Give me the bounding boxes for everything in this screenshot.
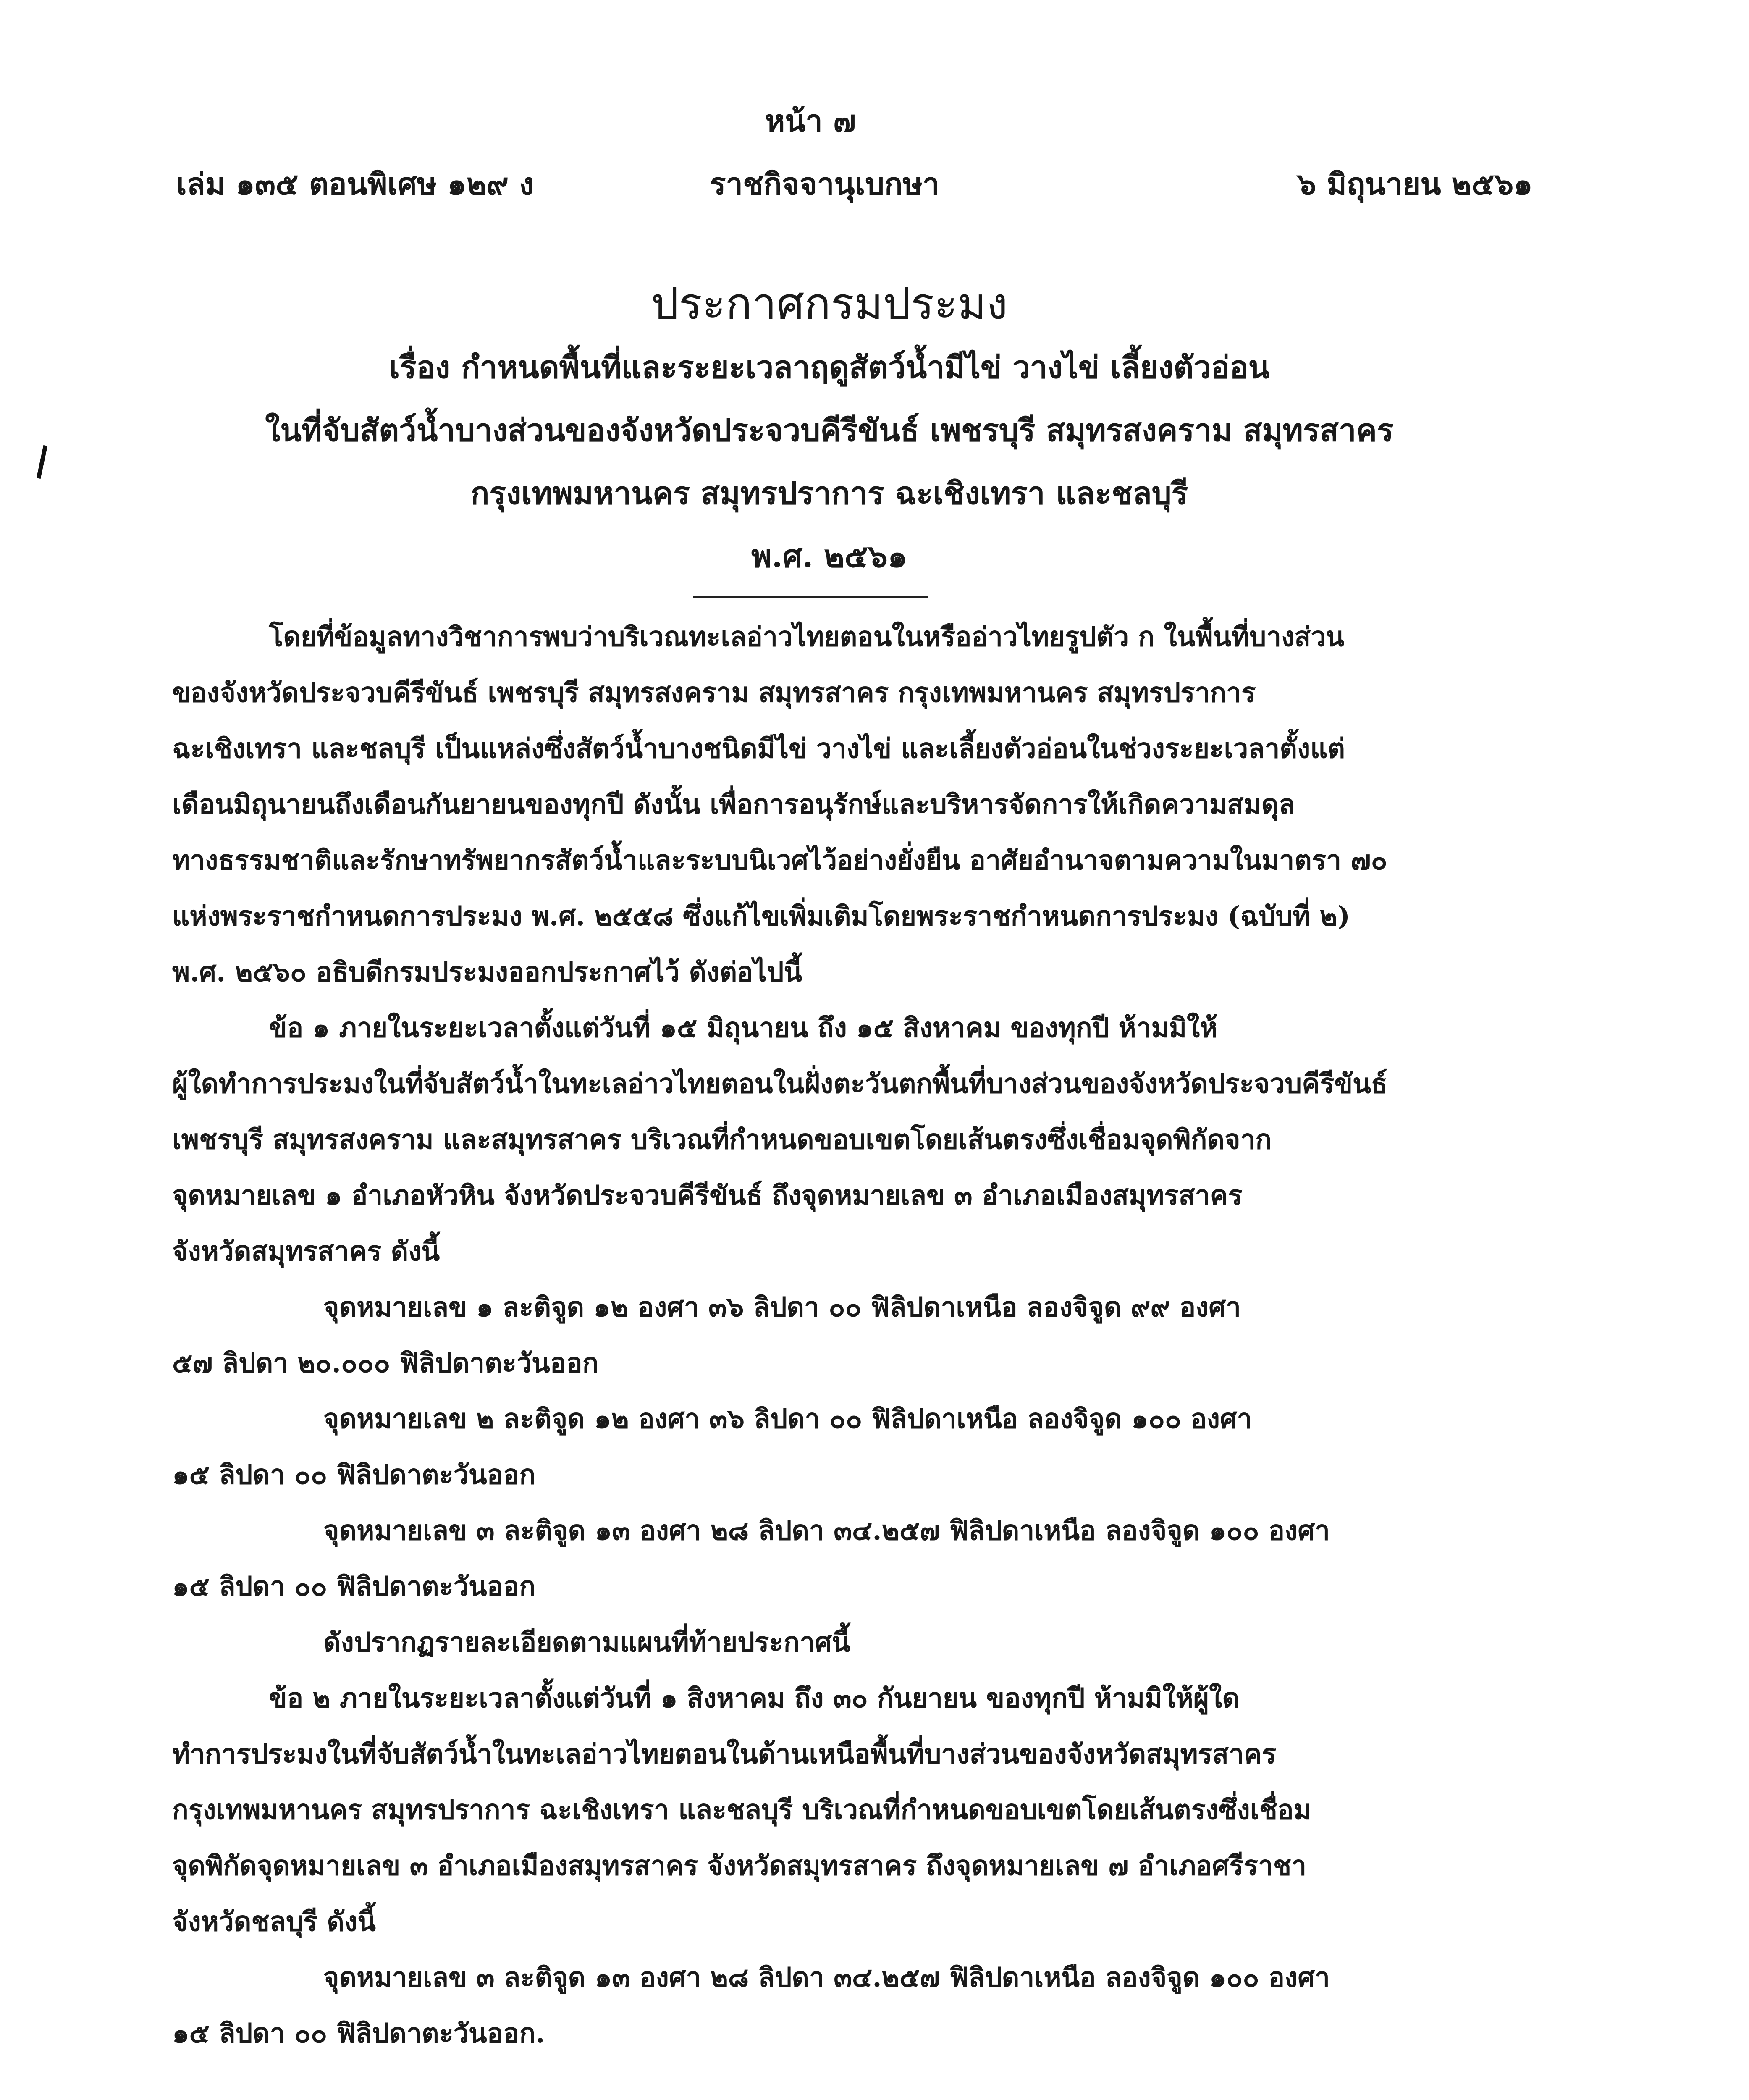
announcement-title: ประกาศกรมประมง [651, 278, 1008, 329]
body-line: จังหวัดสมุทรสาคร ดังนี้ [172, 1236, 440, 1267]
subject-line: กรุงเทพมหานคร สมุทรปราการ ฉะเชิงเทรา และชลบุรี [470, 475, 1188, 512]
body-line: โดยที่ข้อมูลทางวิชาการพบว่าบริเวณทะเลอ่าวไทยตอนในหรืออ่าวไทยรูปตัว ก ในพื้นที่บางส่วน [269, 621, 1345, 653]
body-line: จุดหมายเลข ๓ ละติจูด ๑๓ องศา ๒๘ ลิปดา ๓๔.๒๕๗ ฟิลิปดาเหนือ ลองจิจูด ๑๐๐ องศา [323, 1962, 1330, 1993]
subject-line: เรื่อง กำหนดพื้นที่และระยะเวลาฤดูสัตว์น้ำมีไข่ วางไข่ เลี้ยงตัวอ่อน [389, 349, 1270, 386]
announcement-subject [0, 336, 1659, 588]
body-line: ของจังหวัดประจวบคีรีขันธ์ เพชรบุรี สมุทรสงคราม สมุทรสาคร กรุงเทพมหานคร สมุทรปราการ [172, 677, 1256, 709]
title-divider [693, 596, 928, 598]
subject-line: ในที่จับสัตว์น้ำบางส่วนของจังหวัดประจวบคีรีขันธ์ เพชรบุรี สมุทรสงคราม สมุทรสาคร [265, 412, 1394, 449]
page-number: หน้า ๗ [765, 103, 856, 139]
body-line: จุดหมายเลข ๒ ละติจูด ๑๒ องศา ๓๖ ลิปดา ๐๐ ฟิลิปดาเหนือ ลองจิจูด ๑๐๐ องศา [323, 1403, 1252, 1435]
publication-date: ๖ มิถุนายน ๒๕๖๑ [1297, 166, 1533, 202]
body-line: จังหวัดชลบุรี ดังนี้ [172, 1906, 376, 1937]
body-line: ฉะเชิงเทรา และชลบุรี เป็นแหล่งซึ่งสัตว์น้ำบางชนิดมีไข่ วางไข่ และเลี้ยงตัวอ่อนในช่วงระยะเวลาตั้งแต่ [172, 733, 1345, 764]
body-line: ทำการประมงในที่จับสัตว์น้ำในทะเลอ่าวไทยตอนในด้านเหนือพื้นที่บางส่วนของจังหวัดสมุทรสาคร [172, 1738, 1277, 1770]
body-line: ผู้ใดทำการประมงในที่จับสัตว์น้ำในทะเลอ่าวไทยตอนในฝั่งตะวันตกพื้นที่บางส่วนของจังหวัดประจวบคีรีขันธ์ [172, 1068, 1387, 1100]
body-line: จุดพิกัดจุดหมายเลข ๓ อำเภอเมืองสมุทรสาคร จังหวัดสมุทรสาคร ถึงจุดหมายเลข ๗ อำเภอศรีราชา [172, 1850, 1307, 1882]
body-line: ๑๕ ลิปดา ๐๐ ฟิลิปดาตะวันออก [172, 1459, 536, 1491]
body-line: จุดหมายเลข ๓ ละติจูด ๑๓ องศา ๒๘ ลิปดา ๓๔.๒๕๗ ฟิลิปดาเหนือ ลองจิจูด ๑๐๐ องศา [323, 1515, 1330, 1546]
body-line: จุดหมายเลข ๑ ละติจูด ๑๒ องศา ๓๖ ลิปดา ๐๐ ฟิลิปดาเหนือ ลองจิจูด ๙๙ องศา [323, 1292, 1241, 1323]
publication-name: ราชกิจจานุเบกษา [710, 166, 940, 202]
body-line: เพชรบุรี สมุทรสงคราม และสมุทรสาคร บริเวณที่กำหนดขอบเขตโดยเส้นตรงซึ่งเชื่อมจุดพิกัดจาก [172, 1124, 1272, 1155]
body-line: ข้อ ๑ ภายในระยะเวลาตั้งแต่วันที่ ๑๕ มิถุนายน ถึง ๑๕ สิงหาคม ของทุกปี ห้ามมิให้ [269, 1012, 1218, 1044]
body-line: ข้อ ๒ ภายในระยะเวลาตั้งแต่วันที่ ๑ สิงหาคม ถึง ๓๐ กันยายน ของทุกปี ห้ามมิให้ผู้ใด [269, 1683, 1240, 1714]
body-line: ทางธรรมชาติและรักษาทรัพยากรสัตว์น้ำและระบบนิเวศไว้อย่างยั่งยืน อาศัยอำนาจตามความในมาตรา ๗๐ [172, 845, 1387, 876]
body-line: เดือนมิถุนายนถึงเดือนกันยายนของทุกปี ดังนั้น เพื่อการอนุรักษ์และบริหารจัดการให้เกิดความสมดุล [172, 789, 1295, 820]
body-line: ๑๕ ลิปดา ๐๐ ฟิลิปดาตะวันออก [172, 1571, 536, 1602]
announcement-body [172, 609, 1554, 2061]
body-line: ๕๗ ลิปดา ๒๐.๐๐๐ ฟิลิปดาตะวันออก [172, 1347, 599, 1379]
body-line: ๑๕ ลิปดา ๐๐ ฟิลิปดาตะวันออก. [172, 2018, 545, 2049]
body-line: พ.ศ. ๒๕๖๐ อธิบดีกรมประมงออกประกาศไว้ ดังต่อไปนี้ [172, 956, 802, 988]
body-line: กรุงเทพมหานคร สมุทรปราการ ฉะเชิงเทรา และชลบุรี บริเวณที่กำหนดขอบเขตโดยเส้นตรงซึ่งเชื่อม [172, 1794, 1311, 1826]
body-line: แห่งพระราชกำหนดการประมง พ.ศ. ๒๕๕๘ ซึ่งแก้ไขเพิ่มเติมโดยพระราชกำหนดการประมง (ฉบับที่ ๒) [172, 900, 1350, 932]
body-line: ดังปรากฏรายละเอียดตามแผนที่ท้ายประกาศนี้ [323, 1627, 850, 1658]
subject-year: พ.ศ. ๒๕๖๑ [751, 538, 907, 575]
volume-issue: เล่ม ๑๓๕ ตอนพิเศษ ๑๒๙ ง [176, 166, 534, 202]
body-line: จุดหมายเลข ๑ อำเภอหัวหิน จังหวัดประจวบคีรีขันธ์ ถึงจุดหมายเลข ๓ อำเภอเมืองสมุทรสาคร [172, 1180, 1243, 1211]
